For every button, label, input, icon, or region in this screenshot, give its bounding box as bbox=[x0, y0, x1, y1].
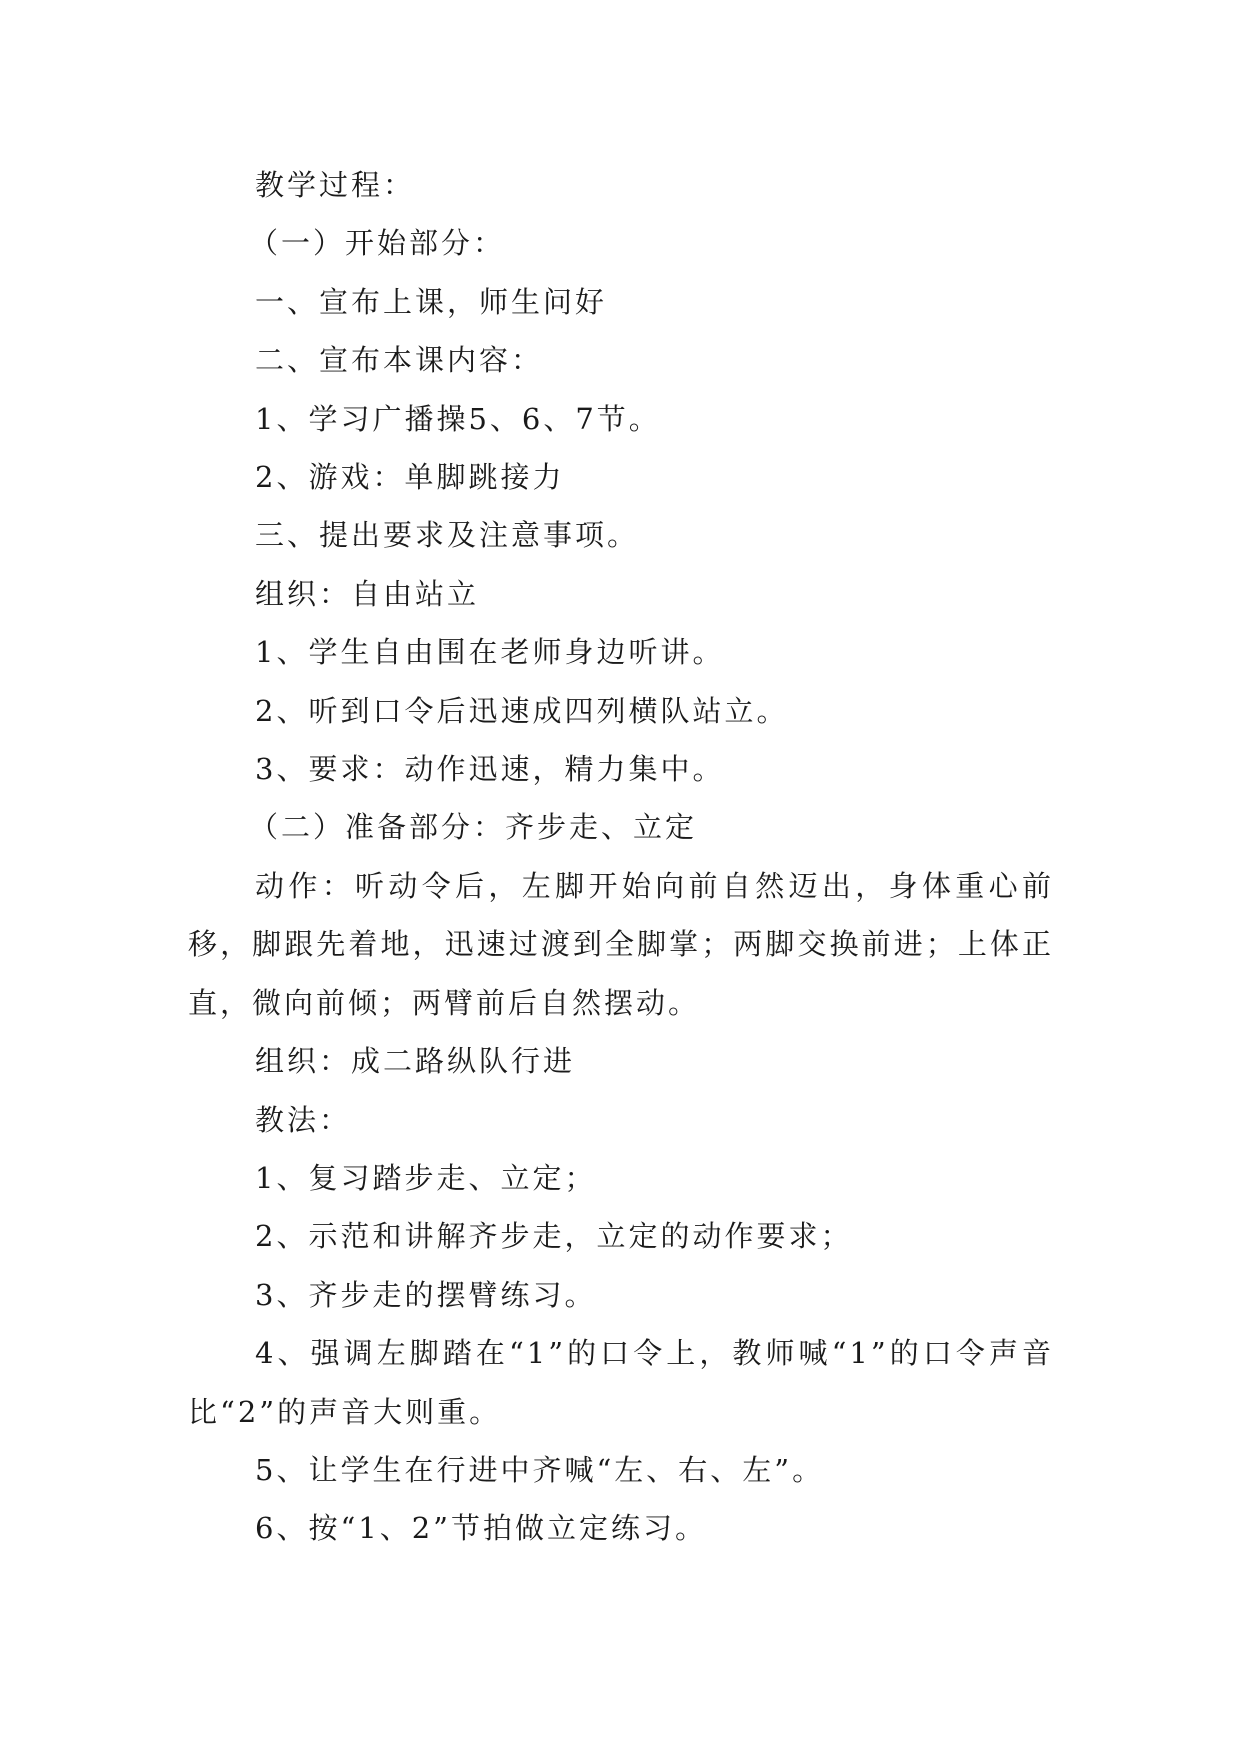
list-item: 1、复习踏步走、立定； bbox=[255, 1160, 597, 1195]
heading-teaching-process: 教学过程： bbox=[255, 168, 416, 202]
section-heading-opening: （一）开始部分： bbox=[249, 226, 506, 261]
paragraph: 教法： bbox=[255, 1102, 352, 1137]
list-item: 4、强调左脚踏在“1”的口令上，教师喊“1”的口令声音比“2”的声音大则重。 bbox=[188, 1336, 1054, 1429]
list-item: 1、学习广播操5、6、7节。 bbox=[255, 401, 661, 436]
paragraph: 二、宣布本课内容： bbox=[255, 343, 544, 378]
paragraph: 组织：自由站立 bbox=[255, 576, 480, 611]
list-item: 1、学生自由围在老师身边听讲。 bbox=[255, 635, 725, 670]
list-item: 2、听到口令后迅速成四列横队站立。 bbox=[255, 693, 789, 728]
paragraph: 一、宣布上课，师生问好 bbox=[255, 284, 608, 319]
list-item: 2、游戏：单脚跳接力 bbox=[255, 460, 565, 495]
section-heading-preparation: （二）准备部分：齐步走、立定 bbox=[249, 810, 698, 845]
list-item: 6、按“1、2”节拍做立定练习。 bbox=[255, 1511, 708, 1546]
list-item: 3、要求：动作迅速，精力集中。 bbox=[255, 752, 725, 787]
list-item: 3、齐步走的摆臂练习。 bbox=[255, 1277, 597, 1312]
list-item: 2、示范和讲解齐步走，立定的动作要求； bbox=[255, 1219, 853, 1254]
paragraph: 动作：听动令后，左脚开始向前自然迈出，身体重心前移，脚跟先着地，迅速过渡到全脚掌；两脚交换前进；上体正直，微向前倾；两臂前后自然摆动。 bbox=[188, 868, 1054, 1020]
paragraph: 三、提出要求及注意事项。 bbox=[255, 518, 640, 553]
list-item: 5、让学生在行进中齐喊“左、右、左”。 bbox=[255, 1452, 825, 1487]
paragraph: 组织：成二路纵队行进 bbox=[255, 1044, 576, 1079]
document-body bbox=[188, 156, 1054, 1558]
